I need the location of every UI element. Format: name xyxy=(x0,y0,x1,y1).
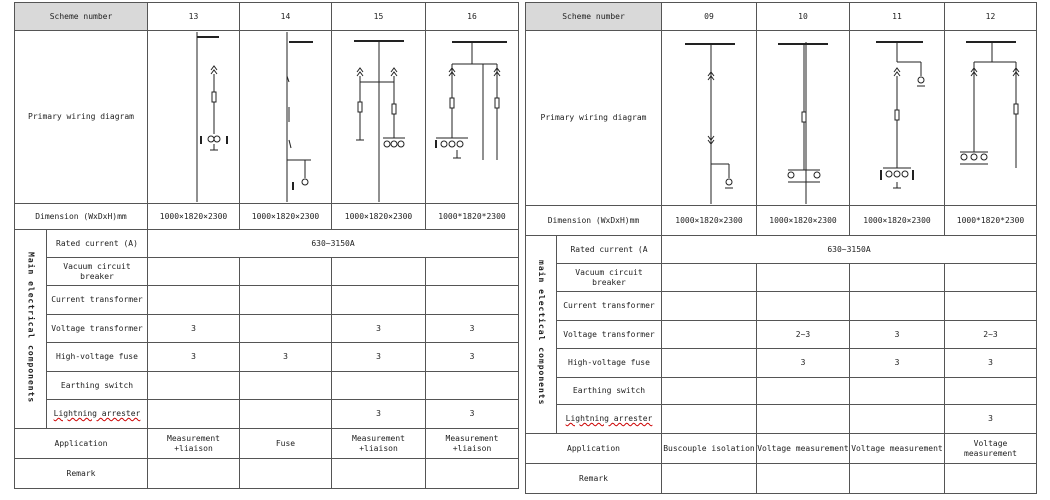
component-value: 3 xyxy=(426,400,519,429)
wiring-diagram-icon xyxy=(663,32,755,204)
remark-value xyxy=(945,464,1037,494)
application-value: Voltage measurement xyxy=(945,434,1037,464)
dimension-value: 1000*1820*2300 xyxy=(426,204,519,230)
component-row xyxy=(526,292,1037,321)
component-value xyxy=(332,286,426,315)
header-row xyxy=(15,3,519,31)
scheme-number: 13 xyxy=(148,3,240,31)
component-value xyxy=(945,292,1037,321)
component-row xyxy=(526,264,1037,292)
scheme-number-label: Scheme number xyxy=(15,3,148,31)
component-row xyxy=(15,258,519,286)
dimension-value: 1000×1820×2300 xyxy=(850,206,945,236)
component-label: Vacuum circuit breaker xyxy=(47,258,148,286)
rated-current-row xyxy=(15,230,519,258)
component-value: 3 xyxy=(332,400,426,429)
application-value: Measurement +liaison xyxy=(426,429,519,459)
dimension-label: Dimension (WxDxH)mm xyxy=(526,206,662,236)
wiring-diagram-11 xyxy=(850,31,945,206)
dimension-value: 1000×1820×2300 xyxy=(240,204,332,230)
application-row xyxy=(15,429,519,459)
remark-label: Remark xyxy=(15,459,148,489)
component-value xyxy=(240,258,332,286)
wiring-diagram-icon xyxy=(334,32,424,202)
primary-wiring-label: Primary wiring diagram xyxy=(15,31,148,204)
component-row xyxy=(15,286,519,315)
main-components-label: main electical components xyxy=(537,260,546,406)
component-value: 2~3 xyxy=(757,321,850,349)
component-value: 3 xyxy=(426,315,519,343)
component-value: 3 xyxy=(850,321,945,349)
component-value xyxy=(148,400,240,429)
scheme-table xyxy=(14,2,519,489)
component-value: 3 xyxy=(332,315,426,343)
component-value: 3 xyxy=(148,315,240,343)
component-value xyxy=(757,405,850,434)
remark-value xyxy=(148,459,240,489)
component-label: Current transformer xyxy=(557,292,662,321)
rated-current-row xyxy=(526,236,1037,264)
main-components-group-label xyxy=(15,230,47,429)
wiring-diagram-10 xyxy=(757,31,850,206)
component-label: Current transformer xyxy=(47,286,148,315)
remark-row xyxy=(526,464,1037,494)
component-value xyxy=(240,400,332,429)
main-components-group-label xyxy=(526,236,557,434)
rated-current-label: Rated current (A xyxy=(557,236,662,264)
component-label: High-voltage fuse xyxy=(47,343,148,372)
application-label: Application xyxy=(526,434,662,464)
scheme-number: 14 xyxy=(240,3,332,31)
scheme-number: 11 xyxy=(850,3,945,31)
component-value xyxy=(426,286,519,315)
dimension-value: 1000×1820×2300 xyxy=(148,204,240,230)
main-components-label: Main electrical components xyxy=(26,251,36,404)
component-value xyxy=(426,258,519,286)
application-value: Measurement +liaison xyxy=(148,429,240,459)
component-value: 3 xyxy=(850,349,945,378)
component-value xyxy=(662,378,757,405)
component-value: 3 xyxy=(757,349,850,378)
component-row xyxy=(526,349,1037,378)
component-row xyxy=(526,321,1037,349)
dimension-value: 1000*1820*2300 xyxy=(945,206,1037,236)
component-label: High-voltage fuse xyxy=(557,349,662,378)
header-row xyxy=(526,3,1037,31)
dimension-value: 1000×1820×2300 xyxy=(332,204,426,230)
remark-value xyxy=(662,464,757,494)
scheme-number: 12 xyxy=(945,3,1037,31)
scheme-table xyxy=(525,2,1037,494)
component-value xyxy=(850,264,945,292)
component-value: 3 xyxy=(426,343,519,372)
wiring-diagram-12 xyxy=(945,31,1037,206)
component-value: 2~3 xyxy=(945,321,1037,349)
scheme-number: 16 xyxy=(426,3,519,31)
dimension-value: 1000×1820×2300 xyxy=(662,206,757,236)
primary-wiring-label: Primary wiring diagram xyxy=(526,31,662,206)
component-value xyxy=(240,372,332,400)
dimension-value: 1000×1820×2300 xyxy=(757,206,850,236)
component-value: 3 xyxy=(148,343,240,372)
component-value xyxy=(850,378,945,405)
wiring-diagram-16 xyxy=(426,31,519,204)
remark-row xyxy=(15,459,519,489)
component-label: Earthing switch xyxy=(47,372,148,400)
rated-current-value: 630~3150A xyxy=(662,236,1037,264)
component-value xyxy=(148,286,240,315)
component-value xyxy=(662,264,757,292)
remark-value xyxy=(757,464,850,494)
application-value: Fuse xyxy=(240,429,332,459)
scheme-table-right xyxy=(525,2,1036,494)
dimension-label: Dimension (WxDxH)mm xyxy=(15,204,148,230)
component-value xyxy=(662,405,757,434)
application-value: Voltage measurement xyxy=(850,434,945,464)
component-value: 3 xyxy=(332,343,426,372)
component-value xyxy=(662,349,757,378)
scheme-table-left xyxy=(14,2,518,489)
wiring-diagram-icon xyxy=(851,32,943,204)
wiring-diagram-icon xyxy=(241,32,331,202)
component-value xyxy=(662,321,757,349)
wiring-diagram-09 xyxy=(662,31,757,206)
wiring-diagram-icon xyxy=(427,32,517,202)
application-value: Voltage measurement xyxy=(757,434,850,464)
wiring-diagram-13 xyxy=(148,31,240,204)
component-label: Vacuum circuit breaker xyxy=(557,264,662,292)
scheme-number-label: Scheme number xyxy=(526,3,662,31)
diagram-row xyxy=(526,31,1037,206)
component-value: 3 xyxy=(945,349,1037,378)
application-value: Measurement +liaison xyxy=(332,429,426,459)
component-label: Lightning arrester xyxy=(557,405,662,434)
component-value xyxy=(240,315,332,343)
component-value xyxy=(945,378,1037,405)
dimension-row xyxy=(526,206,1037,236)
component-value xyxy=(757,378,850,405)
component-label: Voltage transformer xyxy=(557,321,662,349)
component-value xyxy=(945,264,1037,292)
component-value xyxy=(148,372,240,400)
wiring-diagram-14 xyxy=(240,31,332,204)
rated-current-value: 630~3150A xyxy=(148,230,519,258)
wiring-diagram-icon xyxy=(149,32,239,202)
application-value: Buscouple isolation xyxy=(662,434,757,464)
component-label: Lightning arrester xyxy=(47,400,148,429)
component-row xyxy=(526,378,1037,405)
diagram-row xyxy=(15,31,519,204)
component-label: Earthing switch xyxy=(557,378,662,405)
scheme-number: 10 xyxy=(757,3,850,31)
component-value xyxy=(757,292,850,321)
component-label: Voltage transformer xyxy=(47,315,148,343)
component-row xyxy=(15,400,519,429)
remark-value xyxy=(426,459,519,489)
scheme-number: 09 xyxy=(662,3,757,31)
component-value xyxy=(332,372,426,400)
remark-value xyxy=(850,464,945,494)
application-label: Application xyxy=(15,429,148,459)
component-value xyxy=(757,264,850,292)
component-value: 3 xyxy=(240,343,332,372)
component-value xyxy=(426,372,519,400)
dimension-row xyxy=(15,204,519,230)
component-row xyxy=(526,405,1037,434)
scheme-number: 15 xyxy=(332,3,426,31)
wiring-diagram-icon xyxy=(758,32,848,204)
wiring-diagram-15 xyxy=(332,31,426,204)
component-value xyxy=(850,292,945,321)
component-value xyxy=(662,292,757,321)
wiring-diagram-icon xyxy=(946,32,1036,204)
remark-value xyxy=(332,459,426,489)
component-row xyxy=(15,343,519,372)
component-value xyxy=(850,405,945,434)
remark-label: Remark xyxy=(526,464,662,494)
component-value xyxy=(240,286,332,315)
component-value xyxy=(148,258,240,286)
component-row xyxy=(15,372,519,400)
application-row xyxy=(526,434,1037,464)
component-row xyxy=(15,315,519,343)
component-value xyxy=(332,258,426,286)
remark-value xyxy=(240,459,332,489)
component-value: 3 xyxy=(945,405,1037,434)
rated-current-label: Rated current (A) xyxy=(47,230,148,258)
